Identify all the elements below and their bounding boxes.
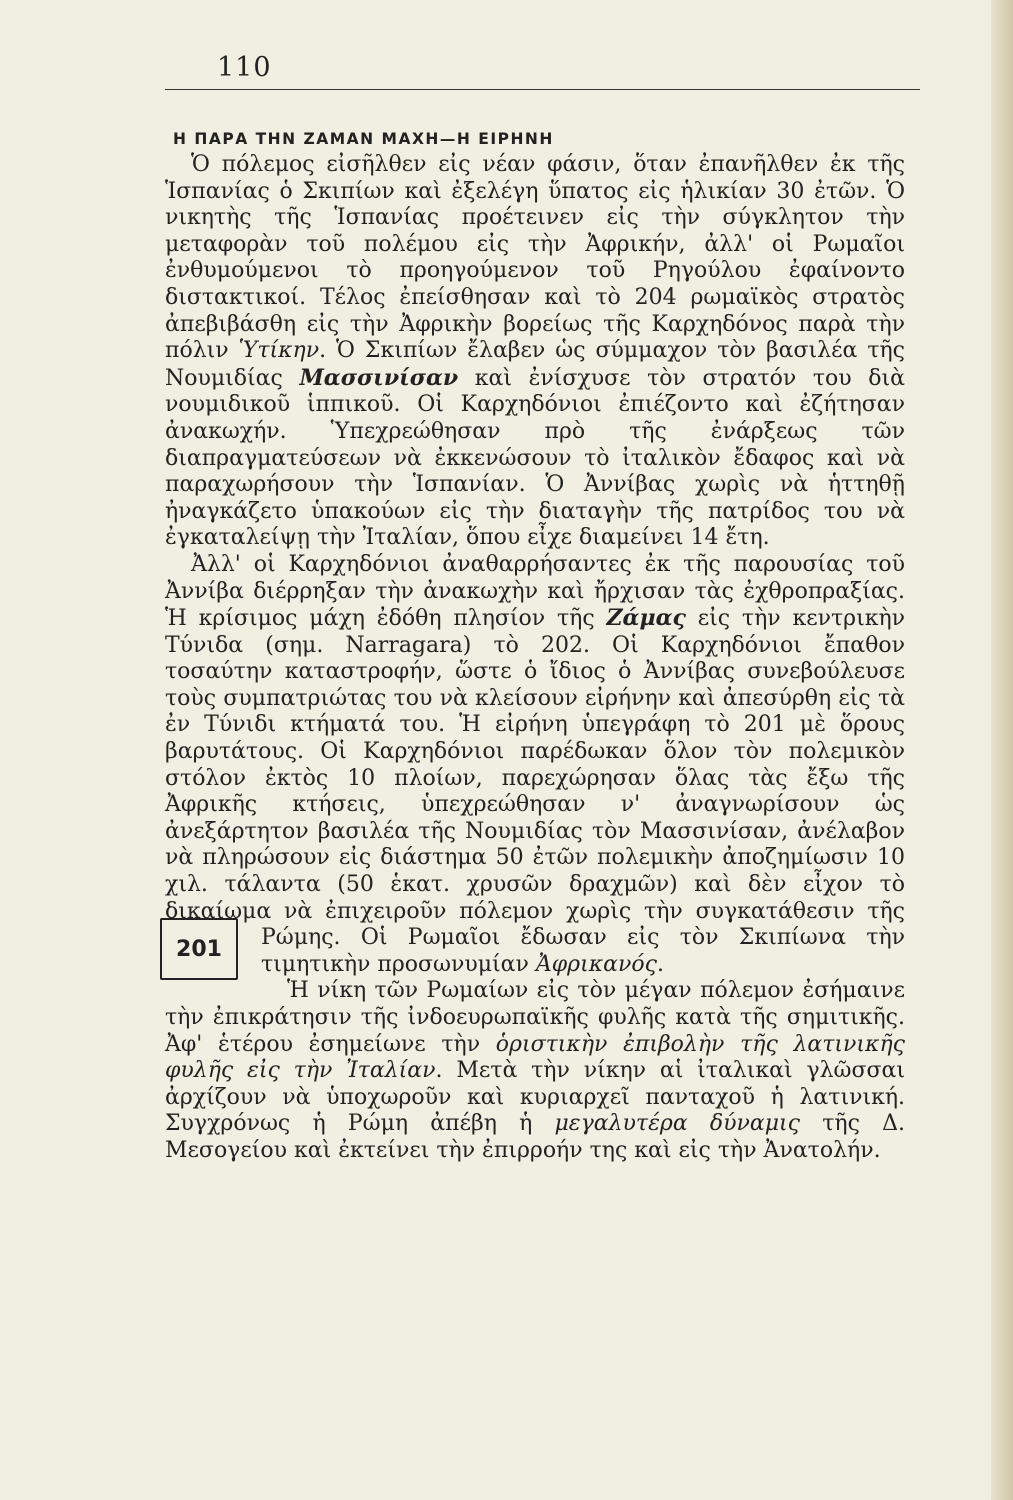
- emphasis: μεγαλυτέρα δύναμις: [554, 1111, 801, 1137]
- paragraph: Ὁ πόλεμος εἰσῆλθεν εἰς νέαν φάσιν, ὅταν ἐπανῆλθεν ἐκ τῆς Ἱσπανίας ὁ Σκιπίων καὶ ἐξελέγη ὕπατος εἰς ἡλικίαν 30 ἐτῶν. Ὁ νικητὴς τῆς Ἱσπανίας προέτεινεν εἰς τὴν σύγκλητον τὴν μεταφορὰν τοῦ πολέμου εἰς τὴν Ἀφρικήν, ἀλλ' οἱ Ρωμαῖοι ἐνθυμούμενοι τὸ προηγούμενον τοῦ Ρηγούλου ἐφαίνοντο διστακτικοί. Τέλος ἐπείσθησαν καὶ τὸ 204 ρωμαϊκὸς στρατὸς ἀπεβιβάσθη εἰς τὴν Ἀφρικὴν βορείως τῆς Καρχηδόνος παρὰ τὴν πόλιν Ὑτίκην. Ὁ Σκιπίων ἔλαβεν ὡς σύμμαχον τὸν βασιλέα τῆς Νουμιδίας Μασσινίσαν καὶ ἐνίσχυσε τὸν στρατόν του διὰ νουμιδικοῦ ἱππικοῦ. Οἱ Καρχηδόνιοι ἐπιέζοντο καὶ ἐζήτησαν ἀνακωχήν. Ὑπεχρεώθησαν πρὸ τῆς ἐνάρξεως τῶν διαπραγματεύσεων νὰ ἐκκενώσουν τὸ ἰταλικὸν ἔδαφος καὶ νὰ παραχωρήσουν τὴν Ἱσπανίαν. Ὁ Ἀννίβας χωρὶς νὰ ἡττηθῇ ἠναγκάζετο ὑπακούων εἰς τὴν διαταγὴν τῆς πατρίδος του νὰ ἐγκαταλείψῃ τὴν Ἰταλίαν, ὅπου εἶχε διαμείνει 14 ἔτη.: [165, 152, 906, 551]
- emphasis: Ὑτίκην: [238, 338, 320, 364]
- margin-year-marker: 201: [160, 918, 238, 980]
- paragraph: Ἀλλ' οἱ Καρχηδόνιοι ἀναθαρρήσαντες ἐκ τῆς παρουσίας τοῦ Ἀννίβα διέρρηξαν τὴν ἀνακωχὴν καὶ ἤρχισαν τὰς ἐχθροπραξίας. Ἡ κρίσιμος μάχη ἐδόθη πλησίον τῆς Ζάμας εἰς τὴν κεντρικὴν Τύνιδα (σημ. Narragara) τὸ 202. Οἱ Καρχηδόνιοι ἔπαθον τοσαύτην καταστροφήν, ὥστε ὁ ἴδιος ὁ Ἀννίβας συνεβούλευσε τοὺς συμπατριώτας του νὰ κλείσουν εἰρήνην καὶ ἀπεσύρθη εἰς τὰ ἐν Τύνιδι κτήματά του. Ἡ εἰρήνη ὑπεγράφη τὸ 201 μὲ ὅρους βαρυτάτους. Οἱ Καρχηδόνιοι παρέδωκαν ὅλον τὸν πολεμικὸν στόλον ἐκτὸς 10 πλοίων, παρεχώρησαν ὅλας τὰς ἔξω τῆς Ἀφρικῆς κτήσεις, ὑπεχρεώθησαν ν' ἀναγνωρίσουν ὡς ἀνεξάρτητον βασιλέα τῆς Νουμιδίας τὸν Μασσινίσαν, ἀνέλαβον νὰ πληρώσουν εἰς διάστημα 50 ἐτῶν πολεμικὴν ἀποζημίωσιν 10 χιλ. τάλαντα (50 ἑκατ. χρυσῶν δραχμῶν) καὶ δὲν εἶχον τὸ δικαίωμα νὰ ἐπιχειροῦν πόλεμον χωρὶς τὴν συγκατάθεσιν τῆς Ρώμης. Οἱ Ρωμαῖοι ἔδωσαν εἰς τὸν Σκιπίωνα τὴν τιμητικὴν προσωνυμίαν Ἀφρικανός.: [165, 551, 905, 977]
- section-title: Η ΠΑΡΑ ΤΗΝ ΖΑΜΑΝ ΜΑΧΗ—Η ΕΙΡΗΝΗ: [173, 130, 554, 148]
- page-edge: [991, 0, 1013, 1500]
- emphasis: ὁριστικὴν ἐπιβολὴν τῆς λατινικῆς φυλῆς εἰς τὴν Ἰταλίαν: [165, 1031, 905, 1084]
- page-number: 110: [217, 52, 272, 83]
- body-text: [165, 152, 905, 1165]
- emphasis: Ἀφρικανός: [535, 951, 657, 977]
- header-rule: [165, 89, 920, 90]
- emphasis-bold: Μασσινίσαν: [299, 364, 459, 391]
- emphasis-bold: Ζάμας: [606, 605, 686, 632]
- paragraph: Ἡ νίκη τῶν Ρωμαίων εἰς τὸν μέγαν πόλεμον ἐσήμαινε τὴν ἐπικράτησιν τῆς ἰνδοευρωπαϊκῆς φυλῆς κατὰ τῆς σημιτικῆς. Ἀφ' ἑτέρου ἐσημείωνε τὴν ὁριστικὴν ἐπιβολὴν τῆς λατινικῆς φυλῆς εἰς τὴν Ἰταλίαν. Μετὰ τὴν νίκην αἱ ἰταλικαὶ γλῶσσαι ἀρχίζουν νὰ ὑποχωροῦν καὶ κυριαρχεῖ πανταχοῦ ἡ λατινική. Συγχρόνως ἡ Ρώμη ἀπέβη ἡ μεγαλυτέρα δύναμις τῆς Δ. Μεσογείου καὶ ἐκτείνει τὴν ἐπιρροήν της καὶ εἰς τὴν Ἀνατολήν.: [165, 978, 906, 1163]
